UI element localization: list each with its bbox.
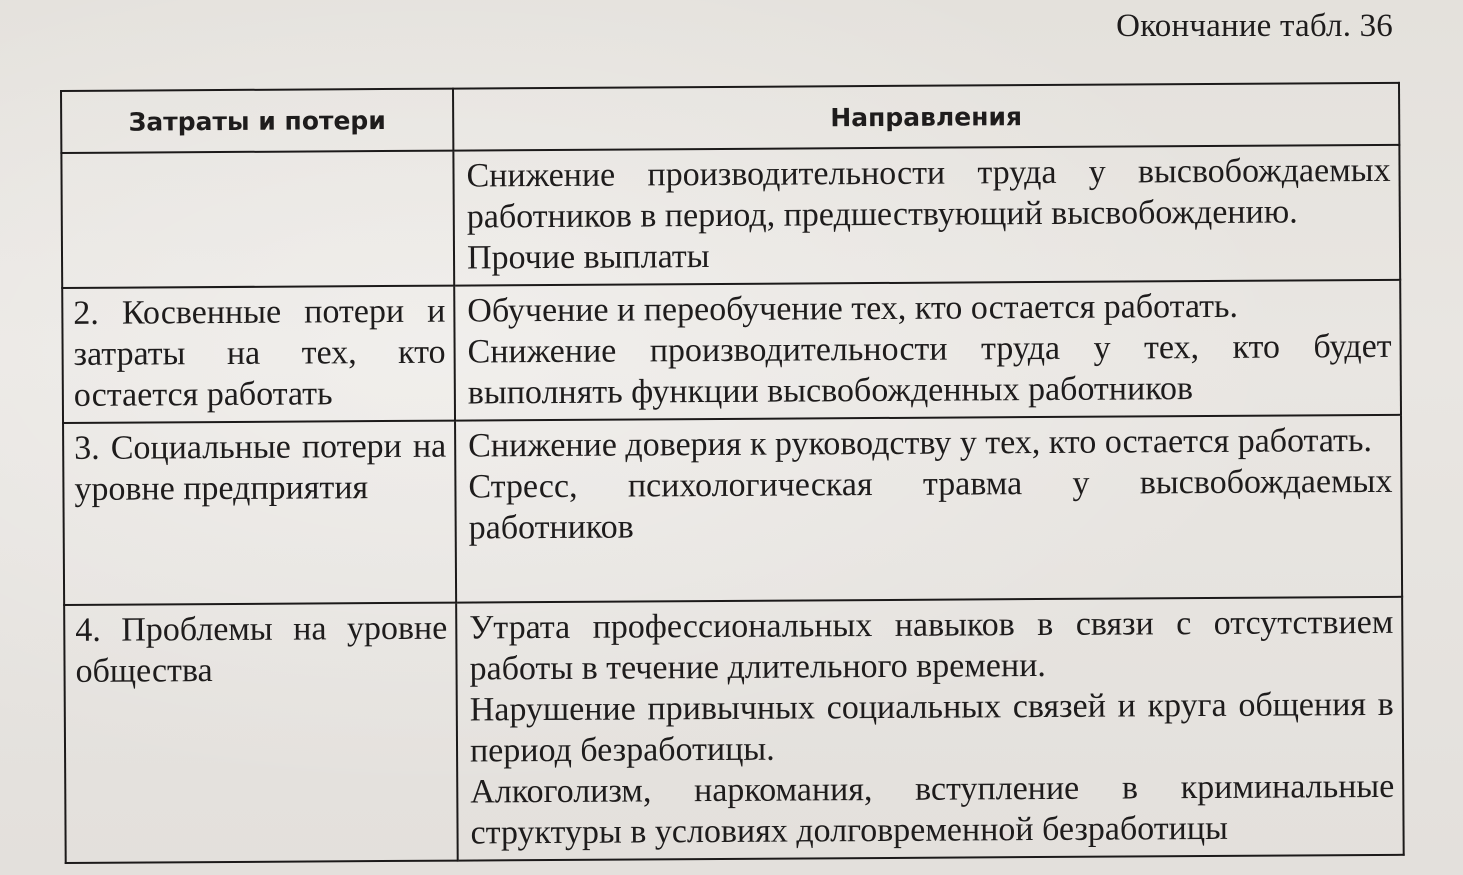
row-4-directions [456,597,1404,861]
table-row [63,415,1402,605]
row-3-category: 3. Социальные потери на уровне предприятия [63,421,456,605]
direction-item: Снижение доверия к руководству у тех, кто остается работать. [468,421,1373,465]
header-directions: Направления [453,83,1399,151]
table-header-row [61,83,1399,153]
row-1-category [61,151,454,288]
direction-item: Прочие выплаты [466,238,710,277]
direction-item: Нарушение привычных социальных связей и круга общения в период безработицы. [469,685,1394,770]
table-row [62,280,1401,423]
row-2-category: 2. Косвенные потери и затраты на тех, кто остается работать [62,286,455,423]
direction-item: Алкоголизм, наркомания, вступление в криминальные структуры в условиях долговременной безработицы [470,767,1395,852]
direction-item: Обучение и переобучение тех, кто остается работать. [467,287,1239,330]
direction-item: Утрата профессиональных навыков в связи с отсутствием работы в течение длительного времени. [469,603,1394,688]
row-1-directions [453,145,1400,286]
direction-item: Стресс, психологическая травма у высвобождаемых работников [468,462,1393,547]
row-3-directions [455,415,1402,603]
direction-item: Снижение производительности труда у высвобождаемых работников в период, предшествующий высвобождению. [466,151,1391,236]
costs-directions-table [60,82,1405,864]
row-2-directions [454,280,1401,421]
header-costs-and-losses: Затраты и потери [61,89,453,153]
row-4-category: 4. Проблемы на уровне общества [64,603,458,863]
table-row [61,145,1400,288]
table-caption: Окончание табл. 36 [1116,8,1393,44]
table-row [64,597,1404,863]
direction-item: Снижение производительности труда у тех, кто будет выполнять функции высвобожденных работников [467,327,1392,412]
